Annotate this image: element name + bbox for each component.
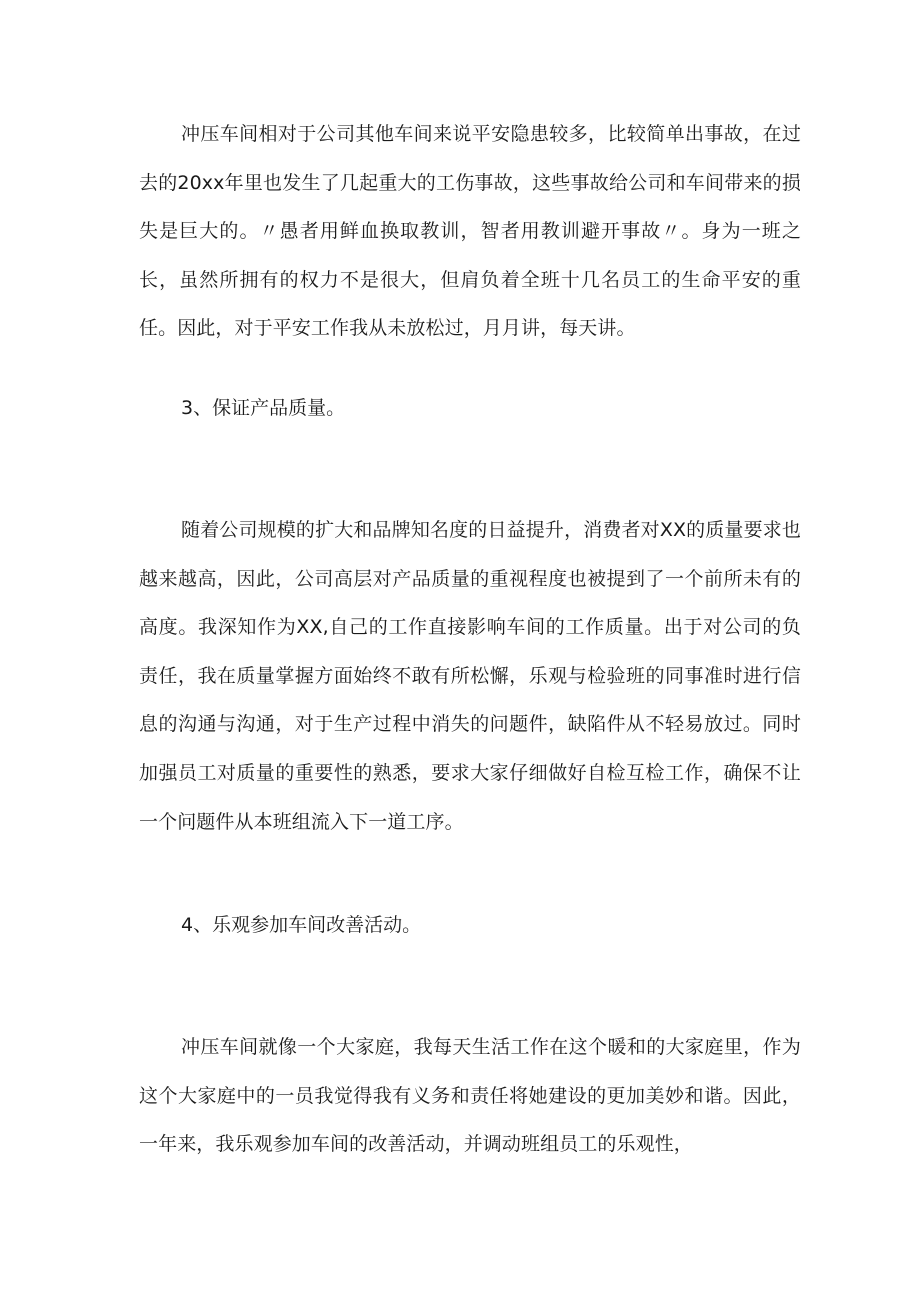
section-heading-3: 3、保证产品质量。 bbox=[181, 397, 346, 419]
paragraph-safety: 冲压车间相对于公司其他车间来说平安隐患较多，比较简单出事故，在过去的20xx年里也发生了几起重大的工伤事故，这些事故给公司和车间带来的损失是巨大的。〃愚者用鲜血换取教训，智者用教训避开事故〃。身为一班之长，虽然所拥有的权力不是很大，但肩负着全班十几名员工的生命平安的重任。因此，对于平安工作我从未放松过，月月讲，每天讲。 bbox=[139, 123, 801, 340]
section-heading-4: 4、乐观参加车间改善活动。 bbox=[181, 914, 422, 936]
paragraph-improvement: 冲压车间就像一个大家庭，我每天生活工作在这个暖和的大家庭里，作为这个大家庭中的一员我觉得我有义务和责任将她建设的更加美妙和谐。因此，一年来，我乐观参加车间的改善活动，并调动班组员工的乐观性， bbox=[139, 1036, 801, 1156]
paragraph-quality: 随着公司规模的扩大和品牌知名度的日益提升，消费者对XX的质量要求也越来越高，因此，公司高层对产品质量的重视程度也被提到了一个前所未有的高度。我深知作为XX,自己的工作直接影响车间的工作质量。出于对公司的负责任，我在质量掌握方面始终不敢有所松懈，乐观与检验班的同事准时进行信息的沟通与沟通，对于生产过程中消失的问题件，缺陷件从不轻易放过。同时加强员工对质量的重要性的熟悉，要求大家仔细做好自检互检工作，确保不让一个问题件从本班组流入下一道工序。 bbox=[139, 519, 801, 833]
